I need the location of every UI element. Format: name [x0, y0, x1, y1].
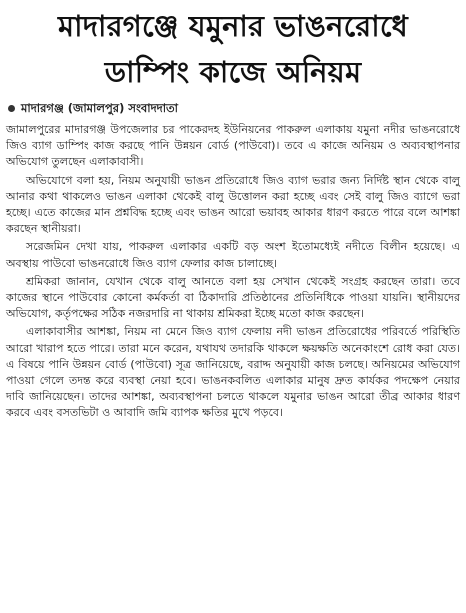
- paragraph-1: জামালপুরের মাদারগঞ্জ উপজেলার চর পাকেরদহ ইউনিয়নের পাকরুল এলাকায় যমুনা নদীর ভাঙনরোধে জিও ব্যাগ ডাম্পিং কাজ করছে পানি উন্নয়ন বোর্ড (পাউবো)। তবে এ কাজে অনিয়ম ও অব্যবস্থাপনার অভিযোগ তুলছেন এলাকাবাসী।: [6, 123, 460, 169]
- byline-text: মাদারগঞ্জ (জামালপুর) সংবাদদাতা: [21, 101, 179, 115]
- bullet-dot-icon: [8, 105, 15, 112]
- headline-line-2: ডাম্পিং কাজে অনিয়ম: [104, 55, 362, 89]
- headline: [6, 4, 460, 94]
- headline-line-1: মাদারগঞ্জে যমুনার ভাঙনরোধে: [58, 9, 408, 43]
- article-body: [6, 122, 460, 422]
- paragraph-2: অভিযোগে বলা হয়, নিয়ম অনুযায়ী ভাঙন প্রতিরোধে জিও ব্যাগ ভরার জন্য নির্দিষ্ট স্থান থেকে বালু আনার কথা থাকলেও ভাঙন এলাকা থেকেই বালু উত্তোলন করা হচ্ছে এবং সেই বালু জিও ব্যাগে ভরা হচ্ছে। এতে কাজের মান প্রশ্নবিদ্ধ হচ্ছে এবং ভাঙন আরো ভয়াবহ আকার ধারণ করতে পারে বলে আশঙ্কা করছেন স্থানীয়রা।: [6, 173, 460, 236]
- paragraph-4: শ্রমিকরা জানান, যেখান থেকে বালু আনতে বলা হয় সেখান থেকেই সংগ্রহ করছেন তারা। তবে কাজের স্থানে পাউবোর কোনো কর্মকর্তা বা ঠিকাদারি প্রতিষ্ঠানের প্রতিনিধিকে পাওয়া যায়নি। স্থানীয়দের অভিযোগ, কর্তৃপক্ষের সঠিক নজরদারি না থাকায় শ্রমিকরা ইচ্ছে মতো কাজ করছেন।: [6, 274, 460, 321]
- paragraph-3: সরেজমিন দেখা যায়, পাকরুল এলাকার একটি বড় অংশ ইতোমধ্যেই নদীতে বিলীন হয়েছে। এ অবস্থায় পাউবো ভাঙনরোধে জিও ব্যাগ ফেলার কাজ চালাচ্ছে।: [6, 240, 460, 270]
- paragraph-5: এলাকাবাসীর আশঙ্কা, নিয়ম না মেনে জিও ব্যাগ ফেলায় নদী ভাঙন প্রতিরোধের পরিবর্তে পরিস্থিতি আরো খারাপ হতে পারে। তারা মনে করেন, যথাযথ তদারকি থাকলে ক্ষয়ক্ষতি অনেকাংশে রোধ করা যেত। এ বিষয়ে পানি উন্নয়ন বোর্ড (পাউবো) সূত্র জানিয়েছে, বরাদ্দ অনুযায়ী কাজ চলছে। অনিয়মের অভিযোগ পাওয়া গেলে তদন্ত করে ব্যবস্থা নেয়া হবে। ভাঙনকবলিত এলাকার মানুষ দ্রুত কার্যকর পদক্ষেপ নেয়ার দাবি জানিয়েছেন। তাদের আশঙ্কা, অব্যবস্থাপনা চলতে থাকলে যমুনার ভাঙন আরো তীব্র আকার ধারণ করবে এবং বসতভিটা ও আবাদি জমি ব্যাপক ক্ষতির মুখে পড়বে।: [6, 325, 460, 420]
- byline: [8, 100, 460, 116]
